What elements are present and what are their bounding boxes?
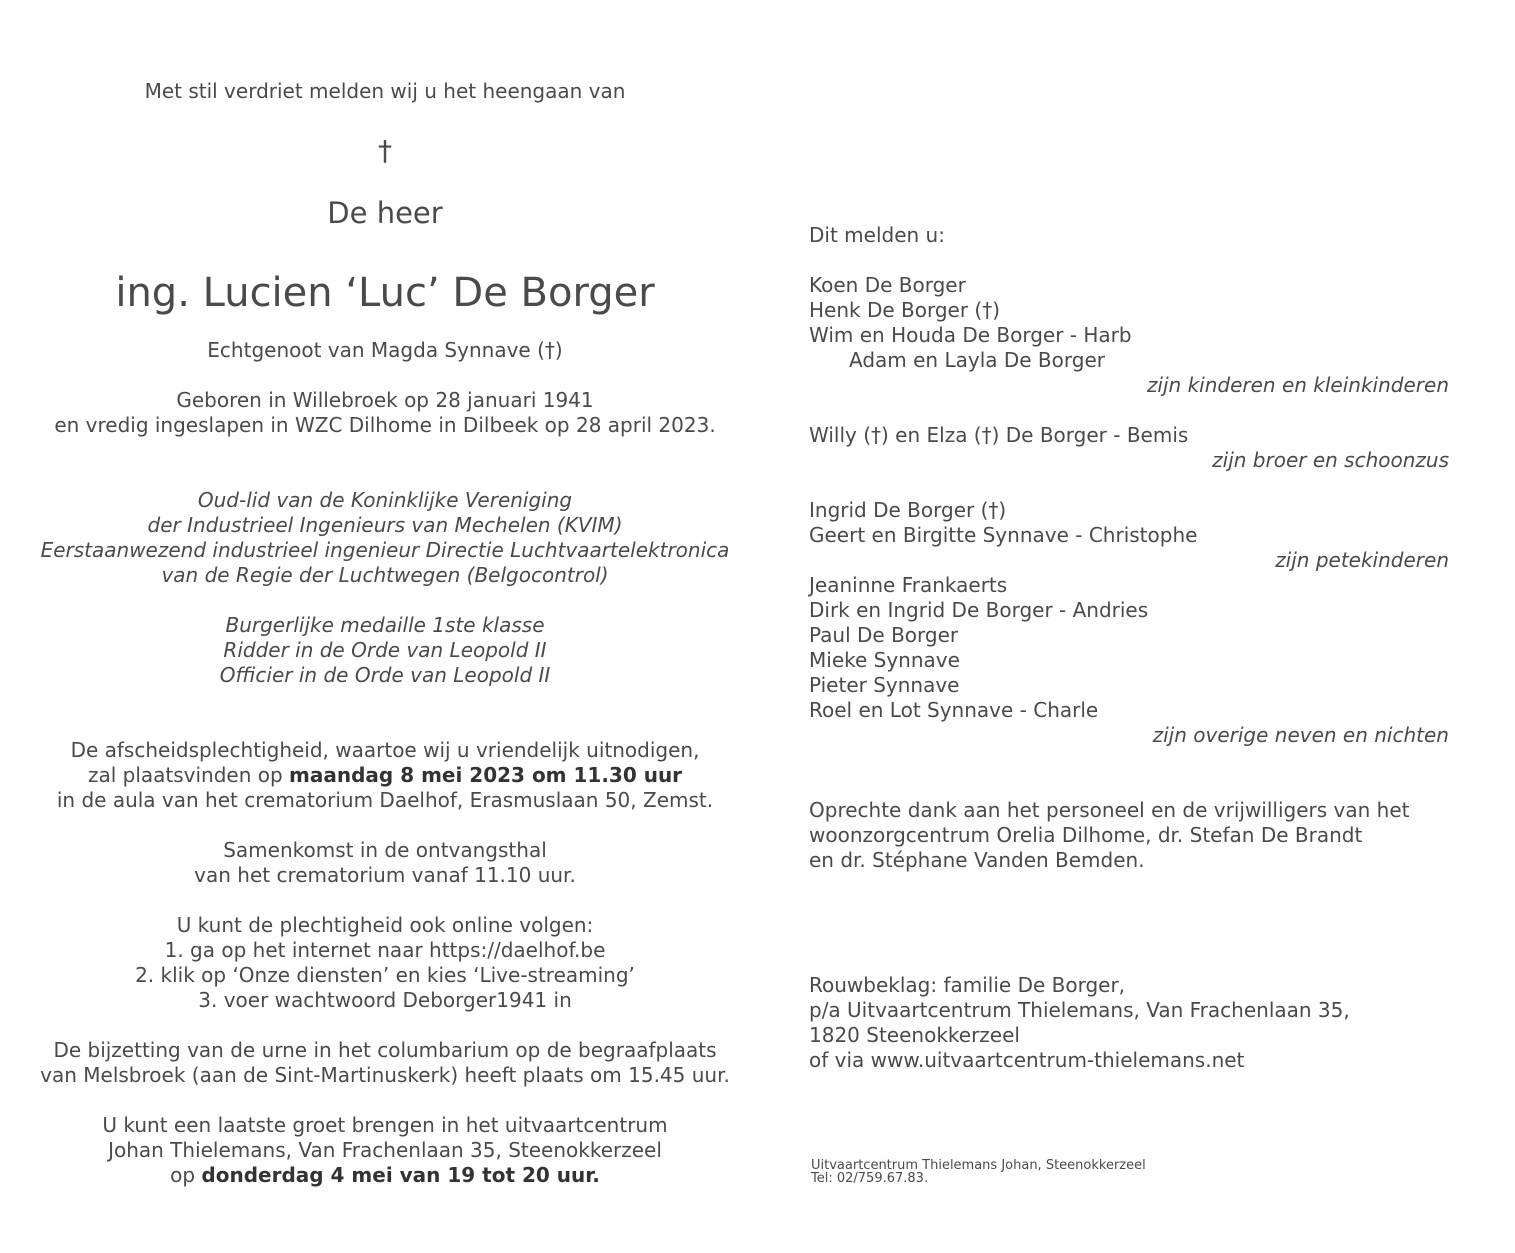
footer-line: Uitvaartcentrum Thielemans Johan, Steenokkerzeel [811,1158,1146,1173]
burial-line: van Melsbroek (aan de Sint-Martinuskerk) heeft plaats om 15.45 uur. [40,1063,730,1087]
cross-icon: † [378,134,392,167]
career-line: Eerstaanwezend industrieel ingenieur Directie Luchtvaartelektronica [40,538,730,562]
gathering-line: van het crematorium vanaf 11.10 uur. [194,863,576,887]
cousin-name: Roel en Lot Synnave - Charle [809,698,1099,722]
condolences-line: p/a Uitvaartcentrum Thielemans, Van Frachenlaan 35, [809,998,1350,1022]
deceased-name: ing. Lucien ‘Luc’ De Borger [115,270,655,316]
godchild-name: Geert en Birgitte Synnave - Christophe [809,523,1198,547]
online-line: 2. klik op ‘Onze diensten’ en kies ‘Live-streaming’ [135,963,635,987]
child-name: Koen De Borger [809,273,966,297]
child-name: Henk De Borger (†) [809,298,1001,322]
online-line: U kunt de plechtigheid ook online volgen: [176,913,594,937]
thanks-line: Oprechte dank aan het personeel en de vrijwilligers van het [809,798,1410,822]
thanks-line: woonzorgcentrum Orelia Dilhome, dr. Stefan De Brandt [809,823,1363,847]
career-line: Oud-lid van de Koninklijke Vereniging [197,488,573,512]
career-line: der Industrieel Ingenieurs van Mechelen (KVIM) [147,513,623,537]
honour-line: Ridder in de Orde van Leopold II [223,638,547,662]
ceremony-location: in de aula van het crematorium Daelhof, Erasmuslaan 50, Zemst. [56,788,714,812]
condolences-line: 1820 Steenokkerzeel [809,1023,1020,1047]
ceremony-date-line [25,763,745,788]
born-line: Geboren in Willebroek op 28 januari 1941 [176,388,594,412]
cousin-name: Paul De Borger [809,623,959,647]
godchild-name: Ingrid De Borger (†) [809,498,1007,522]
footer-phone: Tel: 02/759.67.83. [811,1171,929,1186]
cousins-caption: zijn overige neven en nichten [1152,723,1449,747]
honour-line: Officier in de Orde van Leopold II [219,663,551,687]
godchildren-caption: zijn petekinderen [1275,548,1449,572]
child-name: Wim en Houda De Borger - Harb [809,323,1132,347]
visit-prefix: op [170,1163,202,1187]
title-text: De heer [327,196,443,230]
gathering-line: Samenkomst in de ontvangsthal [223,838,547,862]
cousin-name: Jeaninne Frankaerts [809,573,1008,597]
cousin-name: Pieter Synnave [809,673,960,697]
thanks-line: en dr. Stéphane Vanden Bemden. [809,848,1145,872]
spouse-line: Echtgenoot van Magda Synnave (†) [207,338,563,362]
announce-text: Dit melden u: [809,223,945,247]
honour-line: Burgerlijke medaille 1ste klasse [225,613,545,637]
ceremony-prefix: zal plaatsvinden op [87,763,290,787]
cousin-name: Dirk en Ingrid De Borger - Andries [809,598,1149,622]
condolences-line: Rouwbeklag: familie De Borger, [809,973,1126,997]
died-line: en vredig ingeslapen in WZC Dilhome in Dilbeek op 28 april 2023. [54,413,716,437]
intro-text: Met stil verdriet melden wij u het heengaan van [144,79,626,103]
siblings-name: Willy (†) en Elza (†) De Borger - Bemis [809,423,1189,447]
burial-line: De bijzetting van de urne in het columbarium op de begraafplaats [53,1038,717,1062]
visit-line: Johan Thielemans, Van Frachenlaan 35, Steenokkerzeel [108,1138,662,1162]
online-line: 3. voer wachtwoord Deborger1941 in [198,988,572,1012]
cousin-name: Mieke Synnave [809,648,960,672]
ceremony-line: De afscheidsplechtigheid, waartoe wij u vriendelijk uitnodigen, [70,738,700,762]
visit-line: U kunt een laatste groet brengen in het uitvaartcentrum [102,1113,668,1137]
visit-date: donderdag 4 mei van 19 tot 20 uur. [201,1163,600,1187]
grandchildren-name: Adam en Layla De Borger [849,348,1105,372]
ceremony-date: maandag 8 mei 2023 om 11.30 uur [289,763,683,787]
career-line: van de Regie der Luchtwegen (Belgocontrol) [161,563,609,587]
visit-date-line [25,1163,745,1188]
online-line: 1. ga op het internet naar https://daelhof.be [164,938,606,962]
condolences-website: of via www.uitvaartcentrum-thielemans.net [809,1048,1245,1072]
siblings-caption: zijn broer en schoonzus [1212,448,1449,472]
children-caption: zijn kinderen en kleinkinderen [1146,373,1449,397]
